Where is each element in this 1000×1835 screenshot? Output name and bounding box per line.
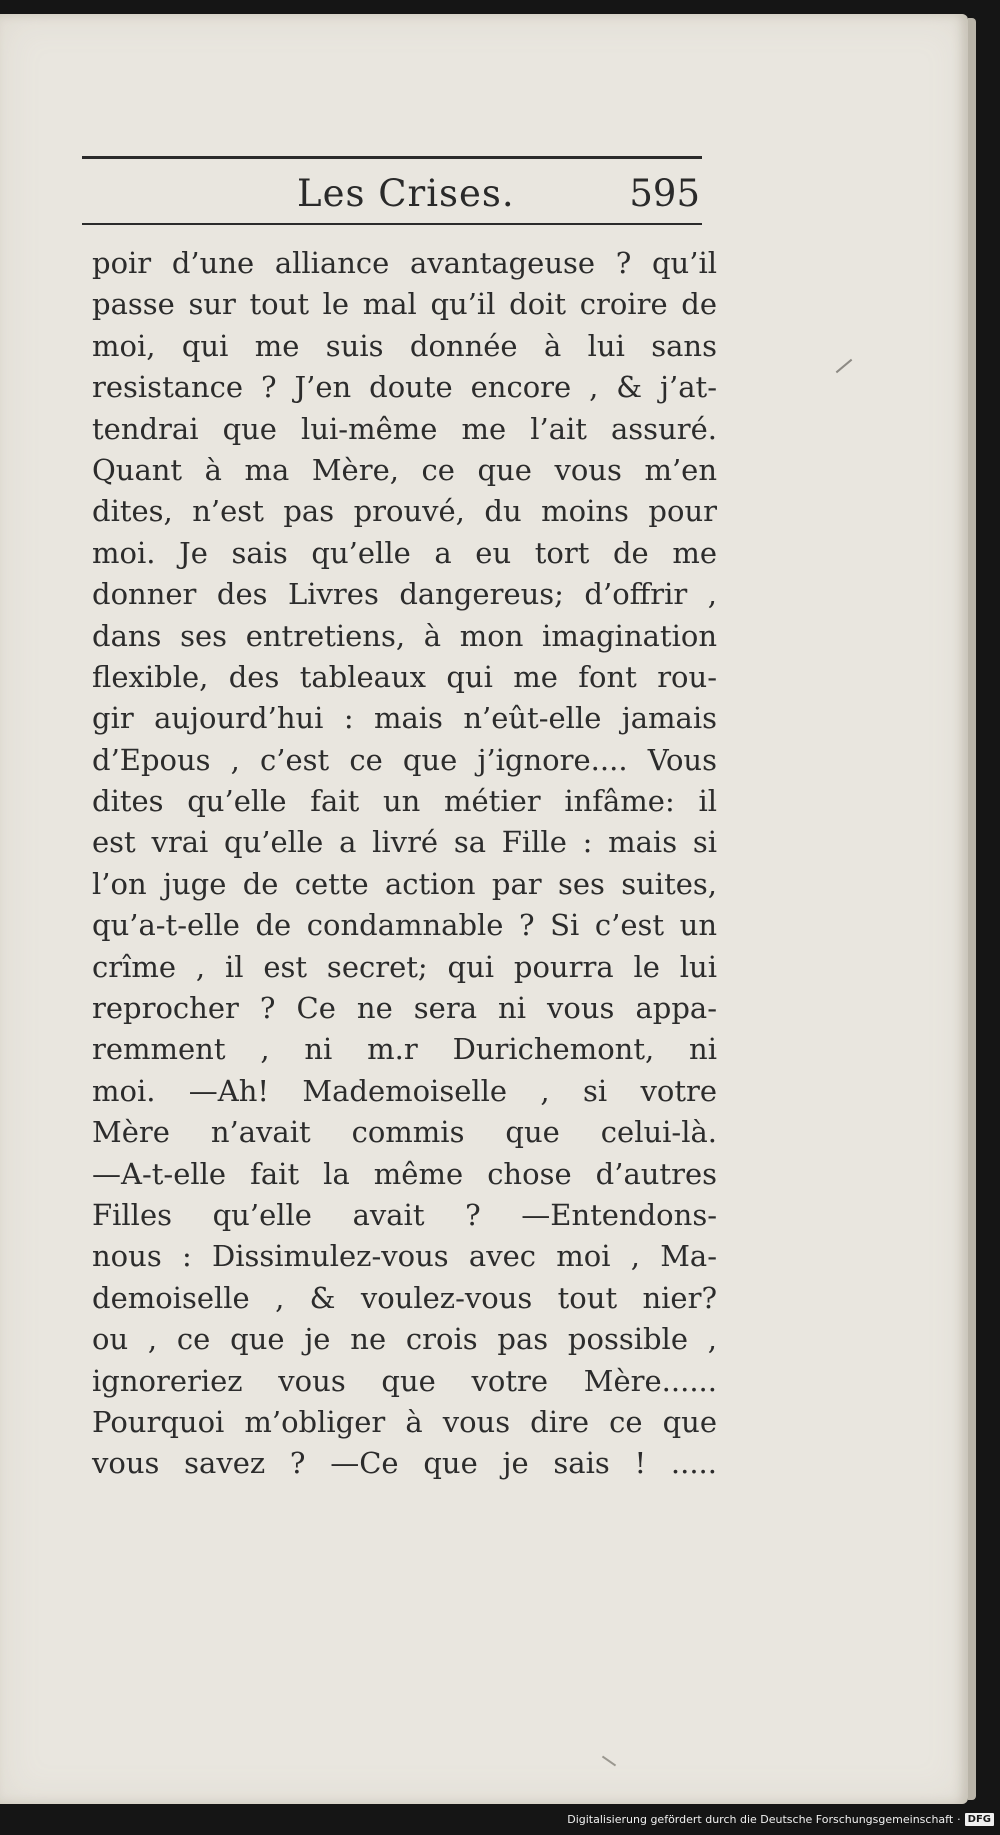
- header-rule-bottom: [82, 223, 702, 225]
- text-line: remment , ni m.r Durichemont, ni: [92, 1032, 717, 1067]
- text-line: moi. —Ah! Mademoiselle , si votre: [92, 1073, 717, 1108]
- text-line: dites, n’est pas prouvé, du moins pour: [92, 494, 717, 529]
- running-title: Les Crises.: [297, 172, 515, 215]
- text-line: Mère n’avait commis que celui-là.: [92, 1115, 717, 1150]
- text-line: dites qu’elle fait un métier infâme: il: [92, 784, 717, 819]
- footer-separator: ·: [957, 1812, 961, 1826]
- text-line: flexible, des tableaux qui me font rou-: [92, 659, 717, 694]
- text-line: moi, qui me suis donnée à lui sans: [92, 328, 717, 363]
- text-line: crîme , il est secret; qui pourra le lui: [92, 949, 717, 984]
- digitization-footer: [567, 1809, 994, 1829]
- text-line: resistance ? J’en doute encore , & j’at-: [92, 370, 717, 405]
- page-number: 595: [629, 172, 700, 215]
- text-line: nous : Dissimulez-vous avec moi , Ma-: [92, 1239, 717, 1274]
- text-line: d’Epous , c’est ce que j’ignore.... Vous: [92, 742, 717, 777]
- text-line: ignoreriez vous que votre Mère......: [92, 1363, 717, 1398]
- page-edge: [968, 18, 976, 1800]
- text-line: dans ses entretiens, à mon imagination: [92, 618, 717, 653]
- text-line: qu’a-t-elle de condamnable ? Si c’est un: [92, 908, 717, 943]
- text-line: Pourquoi m’obliger à vous dire ce que: [92, 1404, 717, 1439]
- text-line: donner des Livres dangereus; d’offrir ,: [92, 577, 717, 612]
- text-line: vous savez ? —Ce que je sais ! .....: [92, 1446, 717, 1481]
- text-line: passe sur tout le mal qu’il doit croire de: [92, 287, 717, 322]
- text-line: reprocher ? Ce ne sera ni vous appa-: [92, 991, 717, 1026]
- text-line: moi. Je sais qu’elle a eu tort de me: [92, 535, 717, 570]
- dfg-logo: DFG: [965, 1813, 994, 1826]
- text-line: demoiselle , & voulez-vous tout nier?: [92, 1280, 717, 1315]
- text-line: Filles qu’elle avait ? —Entendons-: [92, 1197, 717, 1232]
- text-line: l’on juge de cette action par ses suites,: [92, 866, 717, 901]
- text-line: ou , ce que je ne crois pas possible ,: [92, 1322, 717, 1357]
- text-line: —A-t-elle fait la même chose d’autres: [92, 1156, 717, 1191]
- text-line: est vrai qu’elle a livré sa Fille : mais si: [92, 825, 717, 860]
- text-line: poir d’une alliance avantageuse ? qu’il: [92, 246, 717, 280]
- text-line: Quant à ma Mère, ce que vous m’en: [92, 452, 717, 487]
- body-text: [92, 243, 717, 1485]
- text-line: tendrai que lui-même me l’ait assuré.: [92, 411, 717, 446]
- running-head: [82, 168, 702, 218]
- header-rule-top: [82, 156, 702, 159]
- text-line: gir aujourd’hui : mais n’eût-elle jamais: [92, 701, 717, 736]
- footer-credit: Digitalisierung gefördert durch die Deutsche Forschungsgemeinschaft: [567, 1812, 954, 1826]
